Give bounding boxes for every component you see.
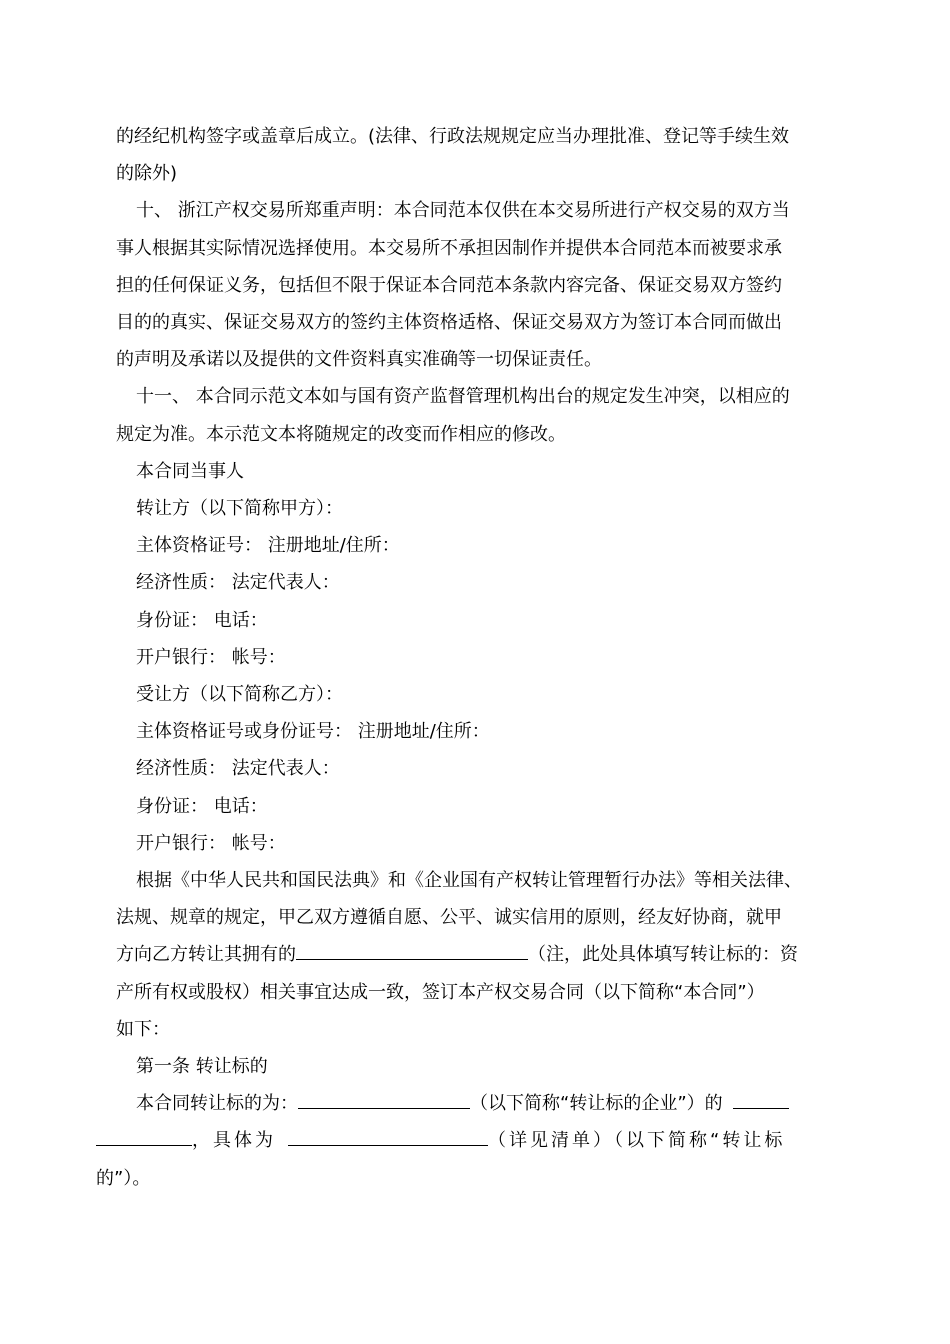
text-line: （详见清单）（以下简称“转让标 (488, 1130, 786, 1152)
text-line: 方向乙方转让其拥有的 (116, 944, 296, 966)
text-line: 担的任何保证义务，包括但不限于保证本合同范本条款内容完备、保证交易双方签约 (116, 274, 782, 296)
clause-eleven (116, 378, 834, 452)
clause-ten (116, 192, 834, 378)
text-line: 的”）。 (96, 1167, 151, 1189)
text-line: 事人根据其实际情况选择使用。本交易所不承担因制作并提供本合同范本而被要求承 (116, 237, 782, 259)
transferee-bank-line: 开户银行： 帐号： (136, 832, 286, 854)
text-line: 产所有权或股权）相关事宜达成一致，签订本产权交易合同（以下简称“本合同”） (116, 981, 765, 1003)
text-line: 本合同转让标的为： (136, 1093, 298, 1115)
transferor-cert-line: 主体资格证号： 注册地址/住所： (136, 535, 400, 557)
transferor-bank-line: 开户银行： 帐号： (136, 646, 286, 668)
text-line: 的经纪机构签字或盖章后成立。(法律、行政法规规定应当办理批准、登记等手续生效 (116, 126, 790, 147)
transferor-nature-line: 经济性质： 法定代表人： (136, 572, 340, 594)
text-line: （以下简称“转让标的企业”）的 (470, 1093, 723, 1115)
text-line: 十一、 本合同示范文本如与国有资产监督管理机构出台的规定发生冲突，以相应的 (136, 386, 790, 408)
text-line: 法规、规章的规定，甲乙双方遵循自愿、公平、诚实信用的原则，经友好协商，就甲 (116, 907, 782, 929)
parties-heading: 本合同当事人 (136, 460, 244, 482)
target-detail-blank[interactable] (288, 1127, 488, 1146)
transfer-object-blank[interactable] (296, 941, 528, 960)
text-line: 的除外) (116, 163, 178, 185)
text-line: （注，此处具体填写转让标的：资 (528, 944, 798, 966)
transferee-nature-line: 经济性质： 法定代表人： (136, 758, 340, 780)
transferor-id-line: 身份证： 电话： (136, 609, 268, 631)
basis-paragraph (116, 862, 834, 1048)
transferee-id-line: 身份证： 电话： (136, 795, 268, 817)
text-line: 如下： (116, 1018, 170, 1040)
text-line: 十、 浙江产权交易所郑重声明：本合同范本仅供在本交易所进行产权交易的双方当 (136, 200, 790, 222)
target-enterprise-blank[interactable] (298, 1090, 470, 1109)
text-line: 的声明及承诺以及提供的文件资料真实准确等一切保证责任。 (116, 349, 602, 371)
text-line: ，具体为 (192, 1130, 276, 1152)
transferee-cert-line: 主体资格证号或身份证号： 注册地址/住所： (136, 721, 490, 743)
article-one-title: 第一条 转让标的 (136, 1056, 268, 1078)
text-line: 根据《中华人民共和国民法典》和《企业国有产权转让管理暂行办法》等相关法律、 (136, 870, 802, 892)
transferee-line: 受让方（以下简称乙方）： (136, 684, 343, 706)
text-line: 规定为准。本示范文本将随规定的改变而作相应的修改。 (116, 423, 566, 445)
target-type-blank-a[interactable] (733, 1090, 789, 1109)
target-type-blank-b[interactable] (96, 1127, 192, 1146)
document-page (96, 118, 834, 1197)
text-line: 目的的真实、保证交易双方的签约主体资格适格、保证交易双方为签订本合同而做出 (116, 312, 782, 334)
article-one-body (96, 1085, 834, 1197)
transferor-line: 转让方（以下简称甲方）： (136, 498, 343, 520)
paragraph-continuation (116, 118, 834, 192)
